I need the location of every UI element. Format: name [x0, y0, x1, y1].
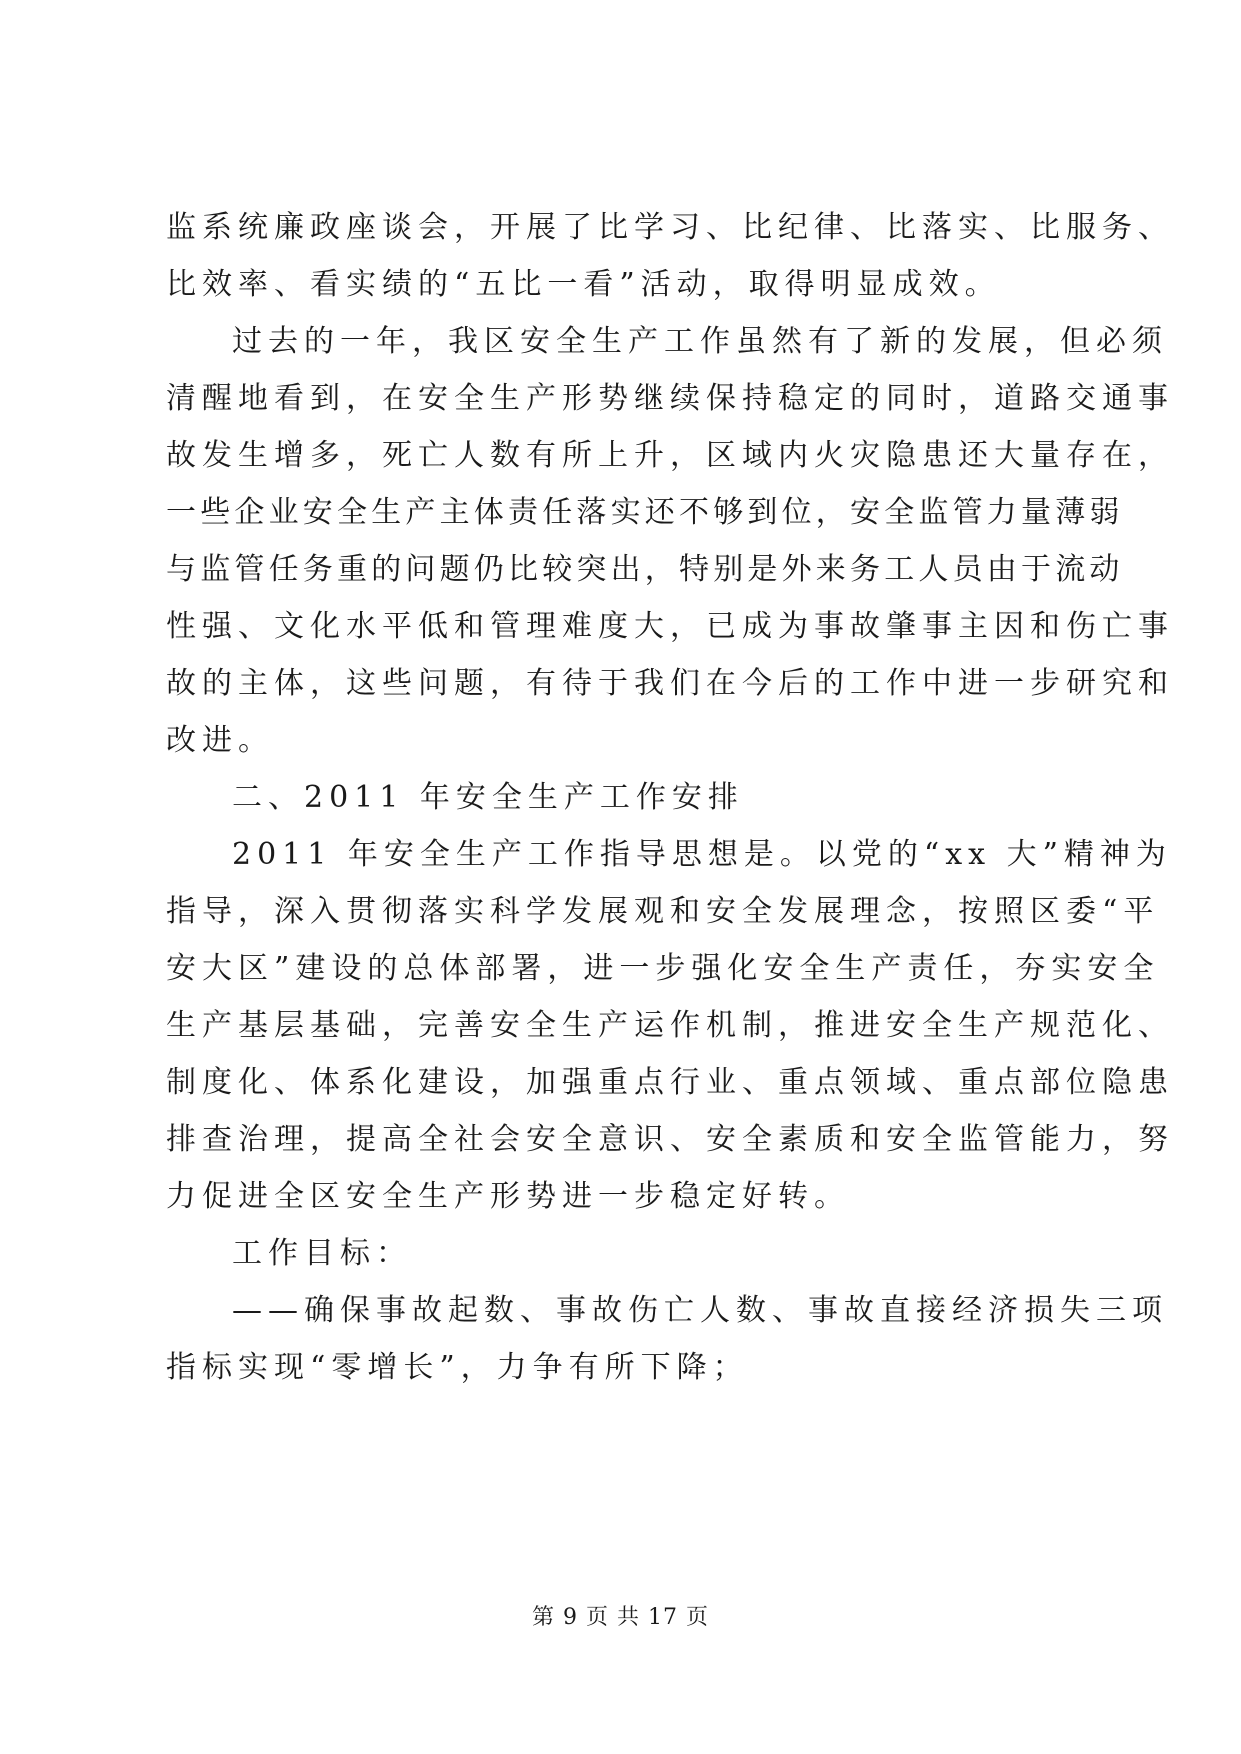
text-line: 生产基层基础，完善安全生产运作机制，推进安全生产规范化、: [166, 1008, 1174, 1043]
paragraph-start: 2011 年安全生产工作指导思想是。以党的“xx 大”精神为: [232, 837, 1172, 872]
text-line: 性强、文化水平低和管理难度大，已成为事故肇事主因和伤亡事: [166, 609, 1174, 644]
text-line: 排查治理，提高全社会安全意识、安全素质和安全监管能力，努: [166, 1122, 1174, 1157]
text-line: 指标实现“零增长”，力争有所下降；: [166, 1350, 749, 1385]
text-line: 一些企业安全生产主体责任落实还不够到位，安全监管力量薄弱: [166, 495, 1124, 530]
text-line: 故发生增多，死亡人数有所上升，区域内火灾隐患还大量存在，: [166, 438, 1174, 473]
text-line: 故的主体，这些问题，有待于我们在今后的工作中进一步研究和: [166, 666, 1174, 701]
text-line: 指导，深入贯彻落实科学发展观和安全发展理念，按照区委“平: [166, 894, 1160, 929]
text-line: 制度化、体系化建设，加强重点行业、重点领域、重点部位隐患: [166, 1065, 1174, 1100]
text-line: 安大区”建设的总体部署，进一步强化安全生产责任，夯实安全: [166, 951, 1160, 986]
text-line: 改进。: [166, 723, 274, 758]
text-line: 比效率、看实绩的“五比一看”活动，取得明显成效。: [166, 267, 1001, 302]
section-heading: 二、2011 年安全生产工作安排: [232, 780, 744, 815]
text-line: 与监管任务重的问题仍比较突出，特别是外来务工人员由于流动: [166, 552, 1124, 587]
paragraph-start: 过去的一年，我区安全生产工作虽然有了新的发展，但必须: [232, 324, 1168, 359]
page-footer: 第 9 页 共 17 页: [532, 1605, 709, 1630]
text-line: 监系统廉政座谈会，开展了比学习、比纪律、比落实、比服务、: [166, 210, 1174, 245]
subheading: 工作目标：: [232, 1236, 412, 1271]
paragraph-start: ——确保事故起数、事故伤亡人数、事故直接经济损失三项: [232, 1293, 1168, 1328]
text-line: 力促进全区安全生产形势进一步稳定好转。: [166, 1179, 850, 1214]
text-line: 清醒地看到，在安全生产形势继续保持稳定的同时，道路交通事: [166, 381, 1174, 416]
